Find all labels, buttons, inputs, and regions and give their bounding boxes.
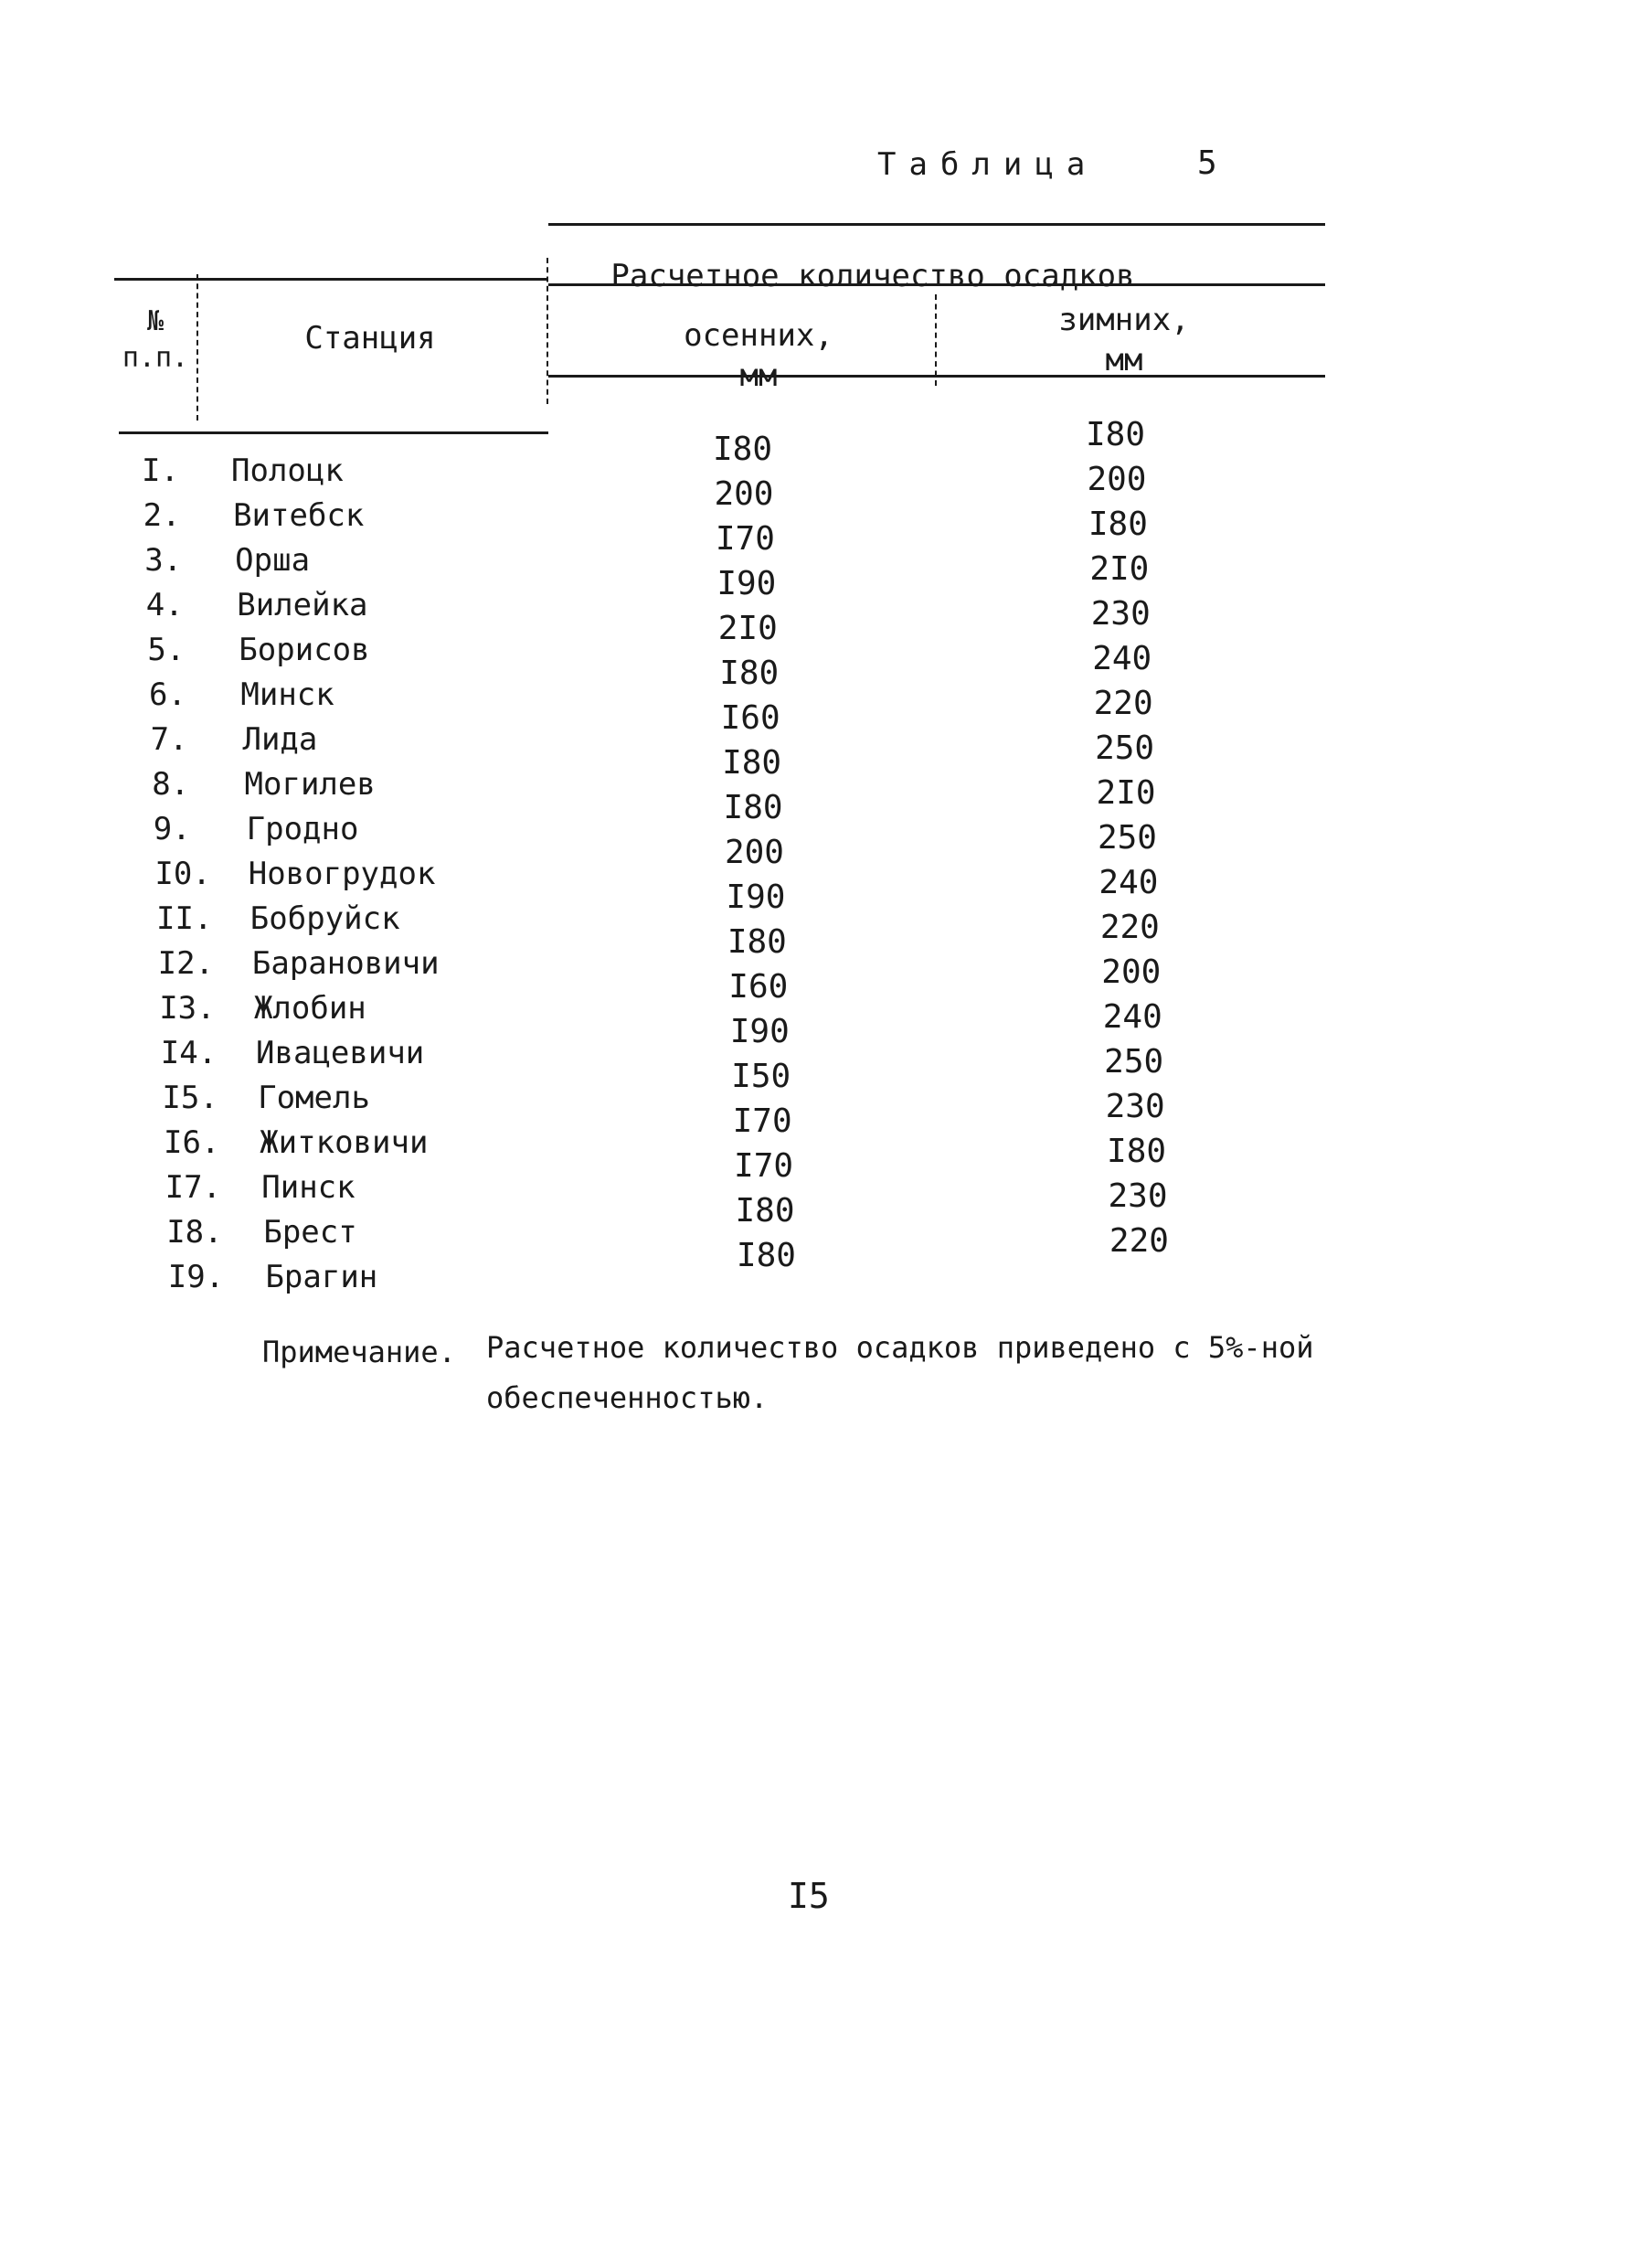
winter-value: 220 — [1109, 1222, 1169, 1260]
row-number: 4. — [145, 587, 184, 623]
autumn-value: I80 — [736, 1237, 796, 1274]
row-number: 8. — [152, 766, 190, 803]
autumn-value: I80 — [713, 431, 773, 468]
page-number: I5 — [788, 1876, 830, 1916]
winter-value: 200 — [1087, 461, 1147, 498]
header-top-rule — [548, 223, 1325, 226]
header-autumn: осенних, мм — [684, 317, 833, 394]
row-number: I7. — [164, 1169, 222, 1206]
station-name: Минск — [240, 676, 334, 713]
winter-value: 220 — [1093, 685, 1153, 722]
station-name: Ивацевичи — [256, 1035, 425, 1071]
station-name: Бобруйск — [249, 900, 400, 937]
autumn-value: I80 — [719, 655, 780, 692]
row-number: 9. — [153, 811, 191, 847]
station-name: Лида — [242, 721, 318, 758]
autumn-value: I80 — [722, 744, 782, 782]
header-station: Станция — [304, 320, 436, 357]
autumn-value: I90 — [716, 565, 777, 602]
winter-value: 240 — [1098, 864, 1159, 901]
autumn-value: I70 — [734, 1147, 794, 1185]
table-number: 5 — [1197, 144, 1217, 182]
row-number: I2. — [157, 945, 215, 982]
winter-value: 250 — [1095, 729, 1155, 767]
station-name: Вилейка — [237, 587, 368, 623]
winter-value: 250 — [1104, 1043, 1164, 1081]
row-number: I3. — [159, 990, 216, 1027]
header-divider-1 — [196, 274, 198, 421]
row-number: I6. — [164, 1124, 220, 1161]
winter-value: I80 — [1086, 416, 1146, 453]
row-number: I4. — [160, 1035, 218, 1071]
header-top-rule-left — [114, 278, 548, 281]
autumn-value: 2I0 — [717, 610, 778, 647]
note-text-line1: Расчетное количество осадков приведено с 5%-ной — [486, 1330, 1314, 1365]
winter-value: I80 — [1088, 506, 1148, 543]
row-number: I9. — [167, 1259, 225, 1295]
header-winter: зимних, мм — [1058, 302, 1190, 378]
row-number: I0. — [154, 856, 211, 892]
autumn-value: I80 — [727, 923, 787, 961]
note-label: Примечание. — [262, 1335, 456, 1369]
station-name: Брагин — [265, 1259, 378, 1295]
winter-value: 2I0 — [1096, 774, 1156, 812]
row-number: I8. — [166, 1214, 223, 1251]
table-row — [0, 416, 1645, 498]
autumn-value: I90 — [726, 878, 786, 916]
winter-value: 230 — [1105, 1088, 1165, 1125]
station-name: Брест — [263, 1214, 357, 1251]
winter-value: 200 — [1101, 953, 1162, 991]
header-bottom-rule-left — [119, 431, 548, 434]
row-number: I5. — [162, 1080, 218, 1116]
autumn-value: I70 — [715, 520, 775, 558]
winter-value: I80 — [1107, 1133, 1167, 1170]
station-name: Борисов — [239, 632, 370, 668]
winter-value: 220 — [1099, 909, 1160, 946]
station-name: Новогрудок — [248, 856, 436, 892]
station-name: Гродно — [246, 811, 359, 847]
autumn-value: I50 — [731, 1058, 791, 1095]
autumn-value: I70 — [732, 1102, 792, 1140]
autumn-value: 200 — [724, 834, 784, 871]
row-number: 7. — [150, 721, 188, 758]
row-number: I. — [142, 453, 179, 489]
winter-value: 230 — [1108, 1177, 1168, 1215]
station-name: Могилев — [244, 766, 376, 803]
autumn-value: I80 — [735, 1192, 795, 1230]
station-name: Жлобин — [253, 990, 366, 1027]
note-text-line2: обеспеченностью. — [486, 1380, 769, 1415]
header-divider-2 — [547, 258, 548, 404]
winter-value: 2I0 — [1089, 550, 1150, 588]
autumn-value: I60 — [728, 968, 789, 1006]
row-number: II. — [156, 900, 213, 937]
winter-value: 230 — [1090, 595, 1151, 633]
station-name: Орша — [235, 542, 311, 579]
row-number: 5. — [147, 632, 186, 668]
autumn-value: I60 — [720, 699, 780, 737]
station-name: Полоцк — [231, 453, 344, 489]
row-number: 6. — [149, 676, 186, 713]
autumn-value: I80 — [723, 789, 783, 826]
autumn-value: 200 — [714, 475, 774, 513]
header-num: № п.п. — [122, 305, 189, 374]
station-name: Барановичи — [251, 945, 440, 982]
header-group: Расчетное количество осадков — [610, 258, 1135, 294]
autumn-value: I90 — [729, 1013, 790, 1050]
header-divider-3 — [935, 294, 937, 386]
row-number: 3. — [144, 542, 183, 579]
station-name: Пинск — [261, 1169, 356, 1206]
winter-value: 250 — [1097, 819, 1157, 857]
row-number: 2. — [143, 497, 181, 534]
station-name: Витебск — [233, 497, 365, 534]
winter-value: 240 — [1102, 998, 1162, 1036]
station-name: Житковичи — [260, 1124, 429, 1161]
station-name: Гомель — [258, 1080, 370, 1116]
table-title: Таблица — [877, 146, 1098, 183]
winter-value: 240 — [1092, 640, 1152, 677]
